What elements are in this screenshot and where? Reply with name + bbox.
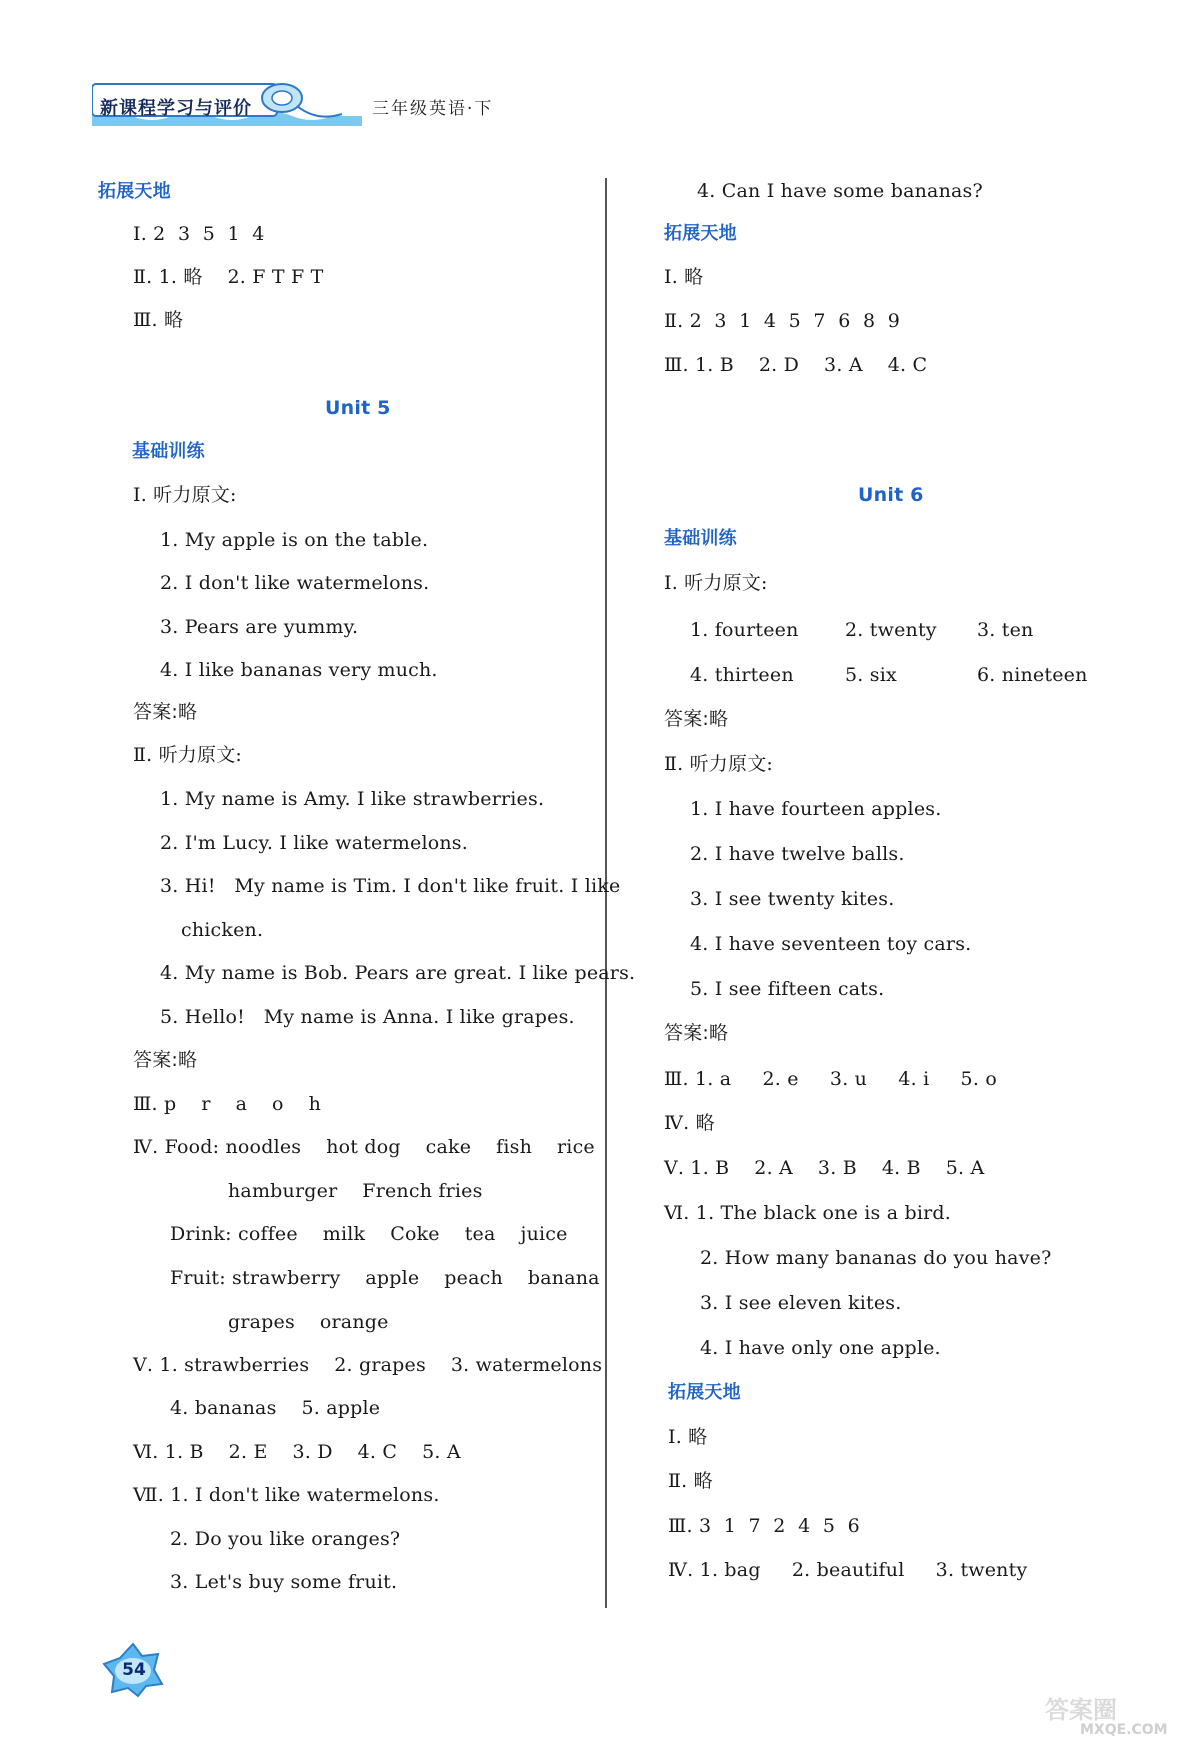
answer-line: Ⅲ. 3 1 7 2 4 5 6: [668, 1515, 860, 1537]
answer-line: 4. I have seventeen toy cars.: [690, 933, 972, 955]
answer-note: 答案:略: [133, 1049, 198, 1071]
answer-line: Drink: coffee milk Coke tea juice: [170, 1223, 568, 1245]
answer-cell: 4. thirteen: [690, 664, 794, 686]
answer-line: 4. Can I have some bananas?: [697, 180, 983, 202]
unit-title: Unit 5: [325, 397, 391, 419]
answer-line: 5. I see fifteen cats.: [690, 978, 885, 1000]
answer-line: hamburger French fries: [228, 1180, 483, 1202]
answer-cell: 6. nineteen: [977, 664, 1088, 686]
answer-line: Ⅰ. 略: [668, 1426, 708, 1448]
answer-line: Ⅲ. 略: [133, 309, 184, 331]
watermark-url: MXQE.COM: [1080, 1722, 1168, 1738]
unit-title: Unit 6: [858, 484, 924, 506]
answer-line: 4. bananas 5. apple: [170, 1397, 381, 1419]
section-heading-extension: 拓展天地: [664, 223, 737, 244]
answer-line: 1. I have fourteen apples.: [690, 798, 942, 820]
question-heading: Ⅰ. 听力原文:: [664, 572, 768, 594]
answer-line: Ⅱ. 1. 略 2. F T F T: [133, 266, 324, 288]
answer-line: Ⅴ. 1. strawberries 2. grapes 3. watermelons: [133, 1354, 603, 1376]
answer-line: 3. Let's buy some fruit.: [170, 1571, 398, 1593]
answer-line: 4. I have only one apple.: [700, 1337, 941, 1359]
answer-line: 3. Pears are yummy.: [160, 616, 359, 638]
answer-line: Ⅰ. 略: [664, 266, 704, 288]
watermark: 答案圈: [1045, 1696, 1117, 1724]
answer-line: 4. I like bananas very much.: [160, 659, 438, 681]
answer-line: Ⅱ. 2 3 1 4 5 7 6 8 9: [664, 310, 901, 332]
answer-note: 答案:略: [664, 708, 729, 730]
answer-line: 1. My name is Amy. I like strawberries.: [160, 788, 545, 810]
answer-line: Ⅳ. Food: noodles hot dog cake fish rice: [133, 1136, 595, 1158]
answer-line: 2. Do you like oranges?: [170, 1528, 401, 1550]
answer-line: 2. I'm Lucy. I like watermelons.: [160, 832, 468, 854]
answer-line: chicken.: [181, 919, 264, 941]
question-heading: Ⅱ. 听力原文:: [133, 744, 242, 766]
answer-line: Ⅰ. 2 3 5 1 4: [133, 223, 265, 245]
answer-line: Ⅵ. 1. The black one is a bird.: [664, 1202, 952, 1224]
answer-line: 3. I see eleven kites.: [700, 1292, 902, 1314]
answer-line: Ⅶ. 1. I don't like watermelons.: [133, 1484, 440, 1506]
answer-line: Ⅲ. 1. B 2. D 3. A 4. C: [664, 354, 928, 376]
section-heading-basic: 基础训练: [132, 441, 205, 462]
section-heading-basic: 基础训练: [664, 528, 737, 549]
answer-line: 2. I have twelve balls.: [690, 843, 905, 865]
answer-line: Ⅲ. p r a o h: [133, 1093, 322, 1115]
answer-line: Ⅴ. 1. B 2. A 3. B 4. B 5. A: [664, 1157, 985, 1179]
answer-line: grapes orange: [228, 1311, 389, 1333]
answer-line: Ⅳ. 1. bag 2. beautiful 3. twenty: [668, 1559, 1028, 1581]
answer-line: 2. How many bananas do you have?: [700, 1247, 1052, 1269]
answer-cell: 2. twenty: [845, 619, 937, 641]
answer-line: Ⅵ. 1. B 2. E 3. D 4. C 5. A: [133, 1441, 461, 1463]
answer-line: 2. I don't like watermelons.: [160, 572, 430, 594]
answer-line: Ⅲ. 1. a 2. e 3. u 4. i 5. o: [664, 1068, 997, 1090]
answer-line: 5. Hello! My name is Anna. I like grapes.: [160, 1006, 575, 1028]
header-subtitle: 三年级英语·下: [372, 99, 494, 119]
section-heading-extension: 拓展天地: [98, 181, 171, 202]
answer-note: 答案:略: [133, 701, 198, 723]
answer-line: Ⅳ. 略: [664, 1112, 715, 1134]
section-heading-extension: 拓展天地: [668, 1382, 741, 1403]
answer-cell: 5. six: [845, 664, 897, 686]
question-heading: Ⅰ. 听力原文:: [133, 484, 237, 506]
page-number: 54: [122, 1660, 146, 1680]
answer-line: Fruit: strawberry apple peach banana: [170, 1267, 600, 1289]
answer-line: 3. I see twenty kites.: [690, 888, 895, 910]
answer-line: Ⅱ. 略: [668, 1470, 713, 1492]
question-heading: Ⅱ. 听力原文:: [664, 753, 773, 775]
answer-line: 1. My apple is on the table.: [160, 529, 429, 551]
answer-cell: 1. fourteen: [690, 619, 799, 641]
answer-cell: 3. ten: [977, 619, 1034, 641]
answer-note: 答案:略: [664, 1022, 729, 1044]
answer-line: 4. My name is Bob. Pears are great. I like pears.: [160, 962, 636, 984]
answer-line: 3. Hi! My name is Tim. I don't like fruit. I like: [160, 875, 621, 897]
header-title: 新课程学习与评价: [100, 98, 252, 119]
